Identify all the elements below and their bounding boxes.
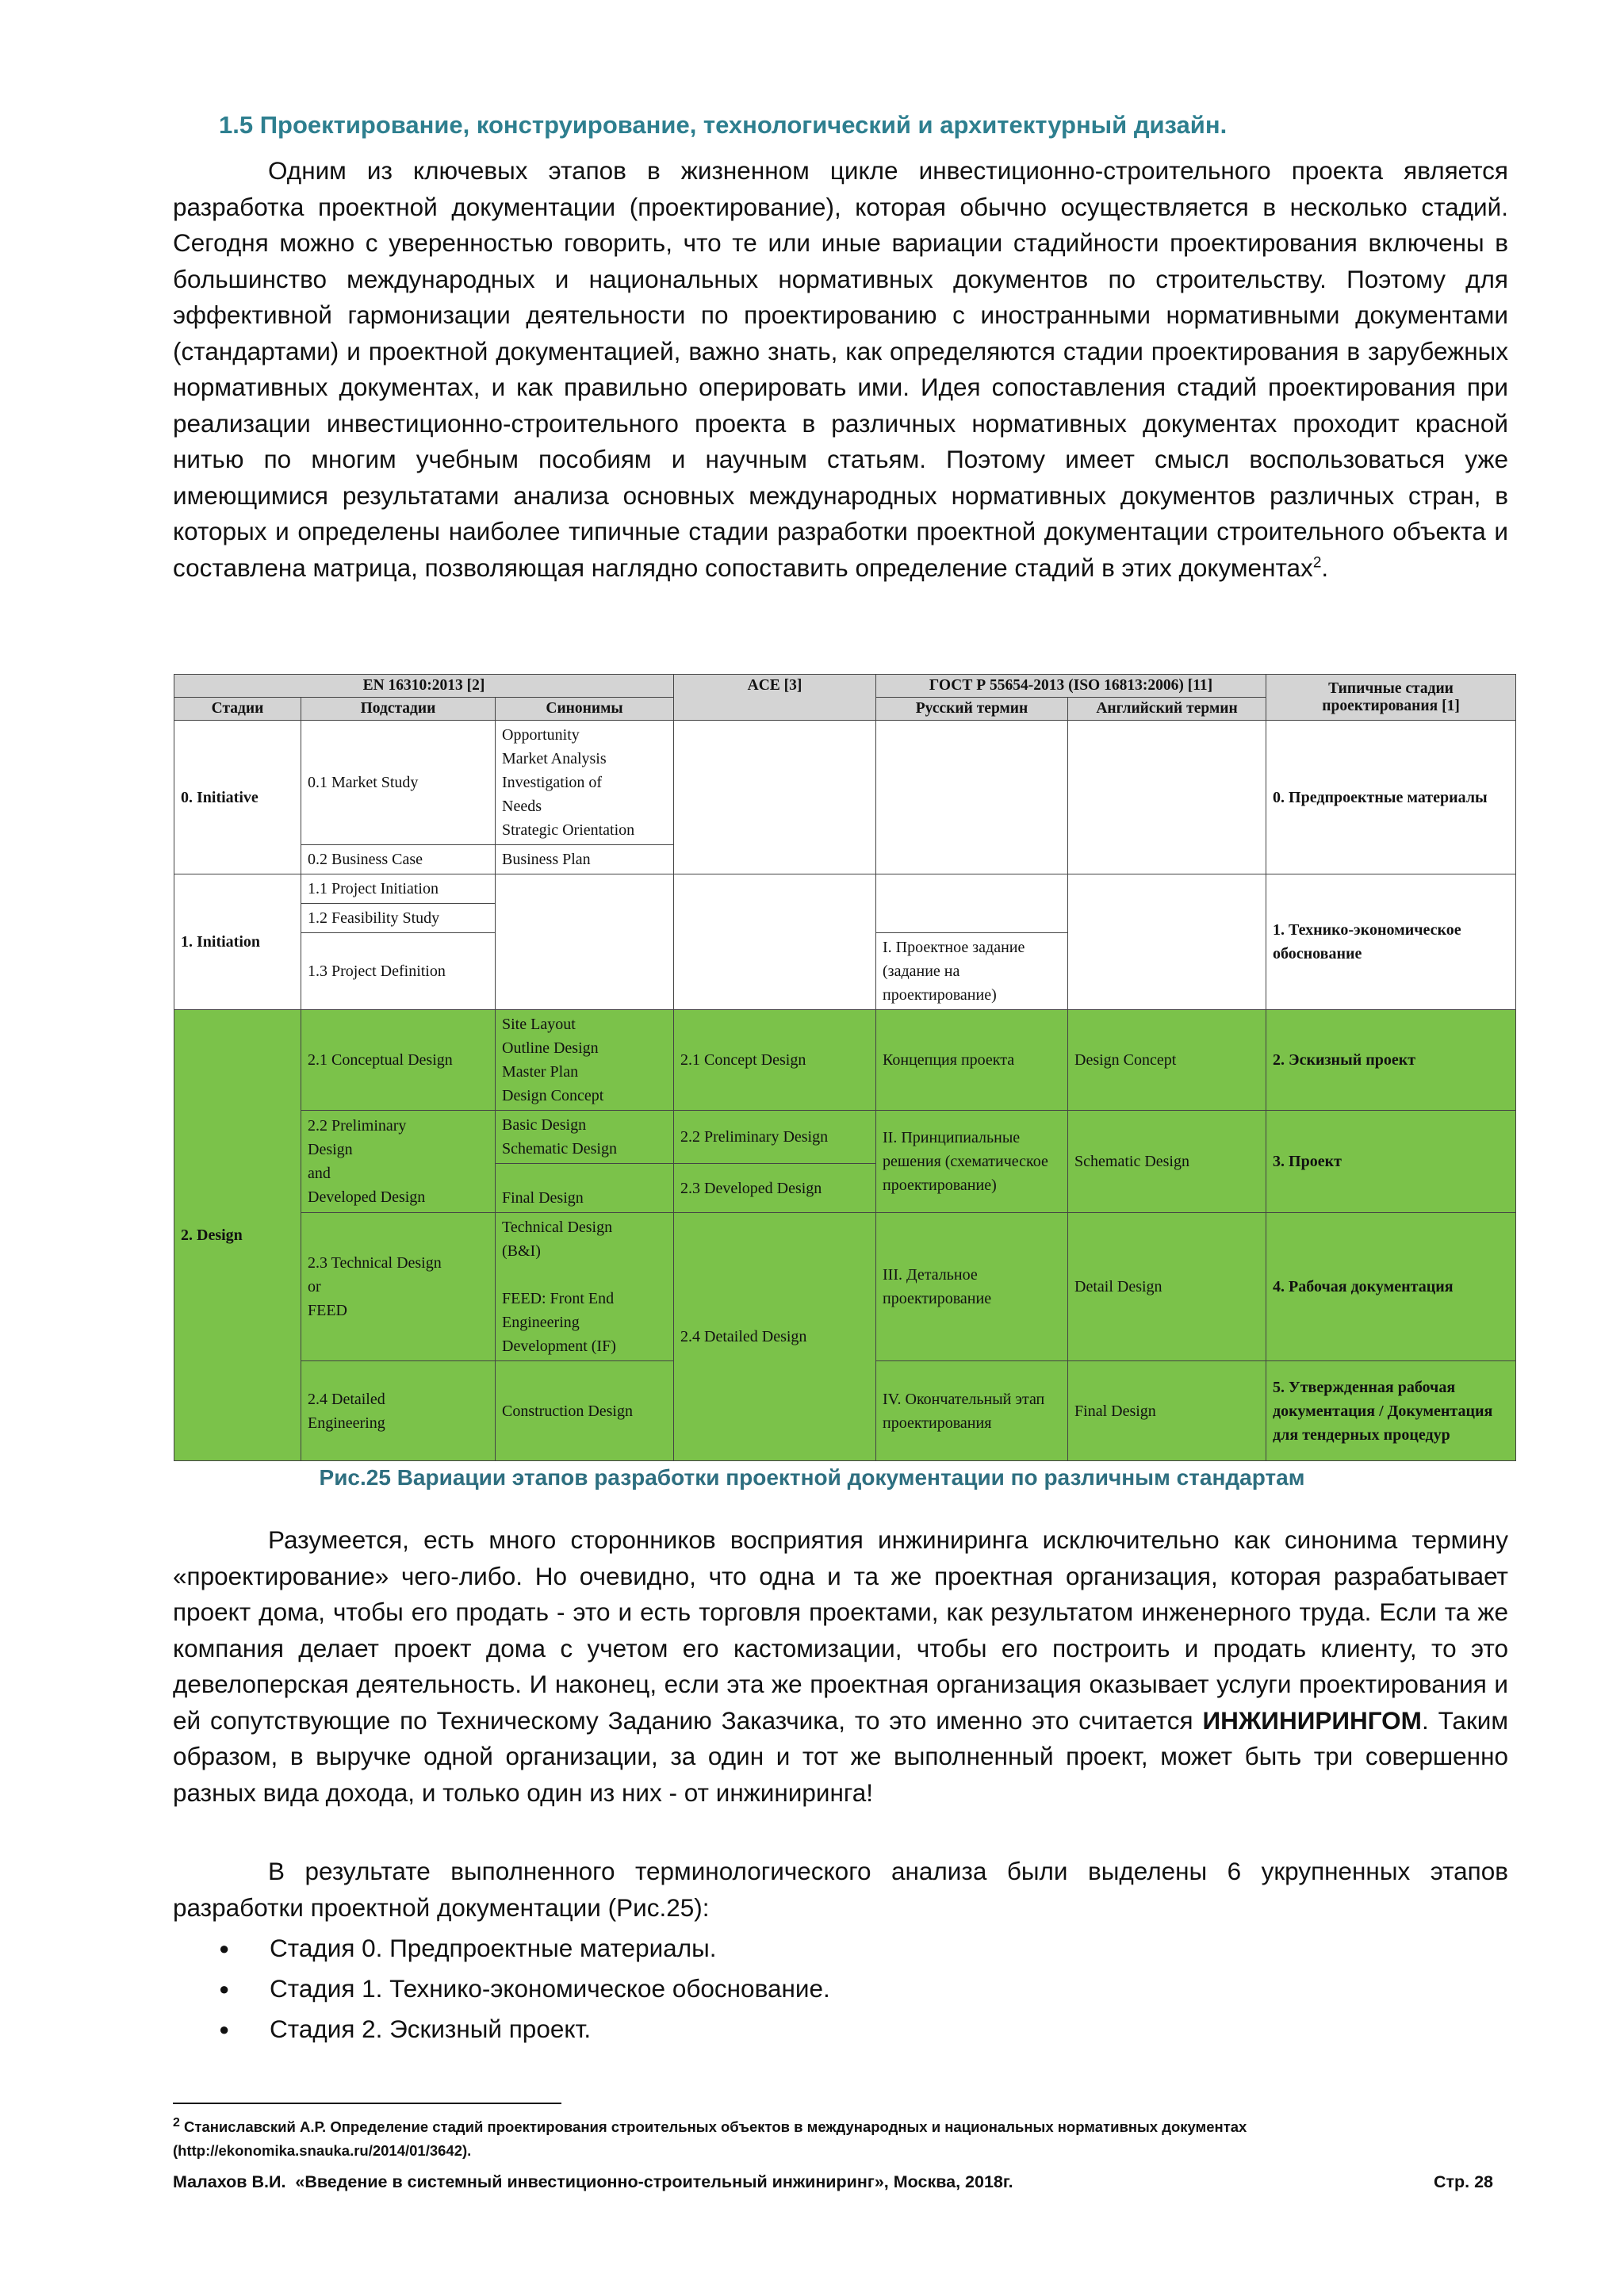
page-number: Стр. 28 xyxy=(1433,2172,1493,2191)
ace-cell: 2.3 Developed Design xyxy=(674,1164,876,1213)
ace-cell xyxy=(674,721,876,874)
substage-cell: 0.2 Business Case xyxy=(301,845,496,874)
ace-cell: 2.2 Preliminary Design xyxy=(674,1111,876,1164)
header-substages: Подстадии xyxy=(301,698,496,721)
para3-text: В результате выполненного терминологического анализа были выделены 6 укрупненных этапов разработки проектной документации (Рис.25): xyxy=(173,1857,1508,1922)
substage-cell: 1.1 Project Initiation xyxy=(301,874,496,904)
stages-list xyxy=(206,1928,830,2049)
page-footer xyxy=(173,2172,1493,2192)
ru-term-cell: Концепция проекта xyxy=(876,1010,1068,1111)
header-en-term: Английский термин xyxy=(1068,698,1266,721)
ace-cell xyxy=(674,874,876,1010)
result-paragraph xyxy=(173,1854,1508,1926)
synonyms-cell xyxy=(496,874,674,1010)
ru-term-cell xyxy=(876,874,1068,933)
footnote-text: Станиславский А.Р. Определение стадий проектирования строительных объектов в международных и национальных нормативных документах (http://ekonomika.snauka.ru/2014/01/3642). xyxy=(173,2118,1247,2159)
intro-end: . xyxy=(1321,553,1329,582)
en-term-cell: Detail Design xyxy=(1068,1213,1266,1361)
synonyms-cell: Site Layout Outline Design Master Plan Design Concept xyxy=(496,1010,674,1111)
para2-after: . Таким образом, в выручке одной организации, за один и тот же выполненный проект, может быть три совершенно разных вида дохода, и только один из них - от инжиниринга! xyxy=(173,1705,1508,1807)
ace-cell: 2.4 Detailed Design xyxy=(674,1213,876,1461)
stage-cell: 1. Initiation xyxy=(174,874,301,1010)
substage-cell: 2.2 Preliminary Design and Developed Design xyxy=(301,1111,496,1213)
footnote-mark: 2 xyxy=(173,2115,180,2130)
para2-bold-term: ИНЖИНИРИНГОМ xyxy=(1202,1705,1422,1735)
en-term-cell: Schematic Design xyxy=(1068,1111,1266,1213)
en-term-cell: Final Design xyxy=(1068,1361,1266,1461)
section-heading xyxy=(219,111,1227,140)
substage-cell: 0.1 Market Study xyxy=(301,721,496,845)
synonyms-cell: Final Design xyxy=(496,1164,674,1213)
ru-term-cell: I. Проектное задание (задание на проектирование) xyxy=(876,933,1068,1010)
ru-term-cell: II. Принципиальные решения (схематическое проектирование) xyxy=(876,1111,1068,1213)
en-term-cell: Design Concept xyxy=(1068,1010,1266,1111)
typical-stage-cell: 2. Эскизный проект xyxy=(1266,1010,1516,1111)
intro-paragraph xyxy=(173,153,1508,586)
list-item: ● Стадия 2. Эскизный проект. xyxy=(206,2009,830,2049)
en-term-cell xyxy=(1068,874,1266,1010)
synonyms-cell: Construction Design xyxy=(496,1361,674,1461)
footnote-ref[interactable]: 2 xyxy=(1312,554,1322,571)
header-ace: ACE [3] xyxy=(674,675,876,721)
header-synonyms: Синонимы xyxy=(496,698,674,721)
engineering-paragraph xyxy=(173,1522,1508,1811)
synonyms-cell: Basic Design Schematic Design xyxy=(496,1111,674,1164)
stage-cell: 2. Design xyxy=(174,1010,301,1461)
stages-table xyxy=(174,674,1516,1461)
list-item: ● Стадия 1. Технико-экономическое обоснование. xyxy=(206,1969,830,2009)
ace-cell: 2.1 Concept Design xyxy=(674,1010,876,1111)
para2-before: Разумеется, есть много сторонников восприятия инжиниринга исключительно как синонима термину «проектирование» чего-либо. Но очевидно, что одна и та же проектная организация, которая разрабатывает проект дома, чтобы его продать - это и есть торговля проектами, как результатом инженерного труда. Если та же компания делает проект дома с учетом его кастомизации, чтобы его построить и продать клиенту, то это девелоперская деятельность. И наконец, если эта же проектная организация оказывает услуги проектирования и ей сопутствующие по Техническому Заданию Заказчика, то это именно это считается xyxy=(173,1525,1508,1735)
typical-stage-cell: 4. Рабочая документация xyxy=(1266,1213,1516,1361)
en-term-cell xyxy=(1068,721,1266,874)
typical-stage-cell: 5. Утвержденная рабочая документация / Документация для тендерных процедур xyxy=(1266,1361,1516,1461)
list-item: ● Стадия 0. Предпроектные материалы. xyxy=(206,1928,830,1969)
section-number: 1.5 xyxy=(219,111,254,139)
footnote-divider xyxy=(173,2103,561,2104)
typical-stage-cell: 1. Технико-экономическое обоснование xyxy=(1266,874,1516,1010)
header-ru-term: Русский термин xyxy=(876,698,1068,721)
substage-cell: 1.2 Feasibility Study xyxy=(301,904,496,933)
typical-stage-cell: 0. Предпроектные материалы xyxy=(1266,721,1516,874)
header-en16310: EN 16310:2013 [2] xyxy=(174,675,674,698)
footer-citation: Малахов В.И. «Введение в системный инвестиционно-строительный инжиниринг», Москва, 2018г. xyxy=(173,2172,1013,2191)
figure-caption: Рис.25 Вариации этапов разработки проектной документации по различным стандартам xyxy=(319,1465,1305,1490)
header-typical: Типичные стадии проектирования [1] xyxy=(1266,675,1516,721)
footnote xyxy=(173,2115,1521,2163)
stage-cell: 0. Initiative xyxy=(174,721,301,874)
synonyms-cell: Technical Design (B&I) FEED: Front End Engineering Development (IF) xyxy=(496,1213,674,1361)
header-gost: ГОСТ Р 55654-2013 (ISO 16813:2006) [11] xyxy=(876,675,1266,698)
section-title: Проектирование, конструирование, технологический и архитектурный дизайн. xyxy=(259,111,1228,139)
intro-text: Одним из ключевых этапов в жизненном цикле инвестиционно-строительного проекта является разработка проектной документации (проектирование), которая обычно осуществляется в несколько стадий. Сегодня можно с уверенностью говорить, что те или иные вариации стадийности проектирования включены в большинство международных и национальных нормативных документов по строительству. Поэтому для эффективной гармонизации деятельности по проектированию с иностранными нормативными документами (стандартами) и проектной документацией, важно знать, как определяются стадии проектирования в зарубежных нормативных документах, и как правильно оперировать ими. Идея сопоставления стадий проектирования при реализации инвестиционно-строительного проекта в различных нормативных документах проходит красной нитью по многим учебным пособиям и научным статьям. Поэтому имеет смысл воспользоваться уже имеющимися результатами анализа основных международных нормативных документов различных стран, в которых и определены наиболее типичные стадии разработки проектной документации строительного объекта и составлена матрица, позволяющая наглядно сопоставить определение стадий в этих документах xyxy=(173,156,1508,582)
synonyms-cell: Opportunity Market Analysis Investigation of Needs Strategic Orientation xyxy=(496,721,674,845)
substage-cell: 2.1 Conceptual Design xyxy=(301,1010,496,1111)
synonyms-cell: Business Plan xyxy=(496,845,674,874)
substage-cell: 1.3 Project Definition xyxy=(301,933,496,1010)
ru-term-cell xyxy=(876,721,1068,874)
substage-cell: 2.4 Detailed Engineering xyxy=(301,1361,496,1461)
ru-term-cell: III. Детальное проектирование xyxy=(876,1213,1068,1361)
typical-stage-cell: 3. Проект xyxy=(1266,1111,1516,1213)
ru-term-cell: IV. Окончательный этап проектирования xyxy=(876,1361,1068,1461)
substage-cell: 2.3 Technical Design or FEED xyxy=(301,1213,496,1361)
header-stages: Стадии xyxy=(174,698,301,721)
